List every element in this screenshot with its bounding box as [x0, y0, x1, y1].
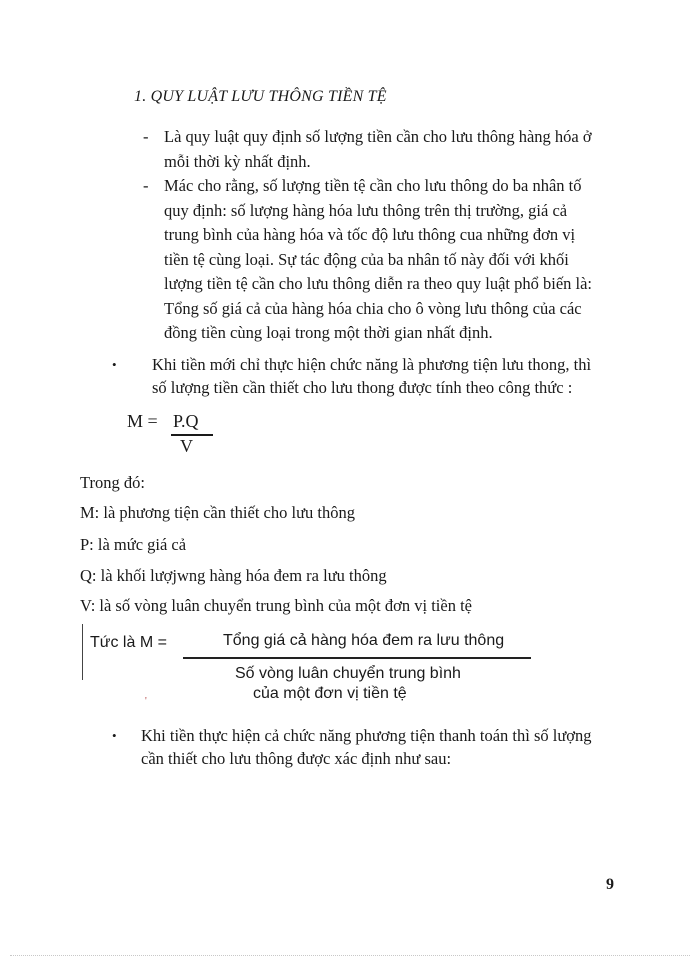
dash-list-item [143, 125, 623, 174]
text-line: mỗi thời kỳ nhất định. [164, 151, 311, 171]
definition-line: P: là mức giá cả [80, 535, 187, 554]
page-number: 9 [606, 876, 614, 893]
page-bottom-rule [10, 955, 690, 956]
paragraph-text [164, 125, 623, 174]
dash-list-item [143, 174, 623, 346]
stray-mark: ' [145, 696, 147, 707]
text-line: Là quy luật quy định số lượng tiền cần cho lưu thông hàng hóa ở [164, 127, 592, 146]
paragraph-text [141, 724, 624, 770]
formula-denominator: V [180, 436, 193, 456]
crop-border [82, 624, 83, 680]
text-line: Tổng số giá cả của hàng hóa chia cho ô vòng lưu thông của các [164, 298, 582, 318]
definition-line: V: là số vòng luân chuyển trung bình của một đơn vị tiền tệ [80, 596, 472, 615]
formula-lhs: Tức là M = [90, 634, 167, 651]
definition-line: M: là phương tiện cần thiết cho lưu thông [80, 503, 355, 522]
formula-expanded [80, 624, 540, 707]
text-line: lượng tiền tệ cần cho lưu thông diễn ra theo quy luật phổ biến là: [164, 274, 593, 293]
bullet-list-item [112, 724, 624, 770]
text-line: đồng tiền cùng loại trong một thời gian nhất định. [164, 323, 493, 342]
formula-numerator: Tổng giá cả hàng hóa đem ra lưu thông [223, 632, 505, 649]
text-line: Khi tiền thực hiện cả chức năng phương tiện thanh toán thì số lượng [141, 726, 592, 745]
paragraph-text [152, 353, 624, 399]
bullet-list-item [112, 353, 624, 399]
text-line: Khi tiền mới chỉ thực hiện chức năng là phương tiện lưu thong, thì [152, 355, 592, 374]
text-line: cần thiết cho lưu thông được xác định như sau: [141, 749, 452, 768]
definition-line: Trong đó: [80, 473, 145, 492]
text-line: số lượng tiền cần thiết cho lưu thong được tính theo công thức : [152, 378, 573, 397]
formula-numerator: P.Q [173, 411, 199, 431]
text-line: trung bình của hàng hóa và tốc độ lưu thông cua những đơn vị [164, 225, 576, 244]
dash-marker: - [143, 127, 149, 146]
section-heading: 1. QUY LUẬT LƯU THÔNG TIỀN TỆ [134, 88, 387, 105]
formula-denominator-line1: Số vòng luân chuyển trung bình [235, 665, 461, 682]
formula-money-supply [127, 411, 247, 461]
bullet-marker: • [112, 728, 117, 743]
text-line: Mác cho rằng, số lượng tiền tệ cần cho lưu thông do ba nhân tố [164, 176, 582, 195]
dash-marker: - [143, 176, 149, 195]
fraction-bar [183, 657, 531, 659]
text-line: tiền tệ cùng loại. Sự tác động của ba nhân tố này đối với khối [164, 249, 569, 269]
formula-lhs: M = [127, 411, 158, 431]
definition-line: Q: là khối lượjwng hàng hóa đem ra lưu thông [80, 566, 387, 585]
paragraph-text [164, 174, 623, 346]
formula-denominator-line2: của một đơn vị tiền tệ [253, 685, 407, 702]
text-line: quy định: số lượng hàng hóa lưu thông trên thị trường, giá cả [164, 200, 568, 220]
bullet-marker: • [112, 357, 117, 372]
